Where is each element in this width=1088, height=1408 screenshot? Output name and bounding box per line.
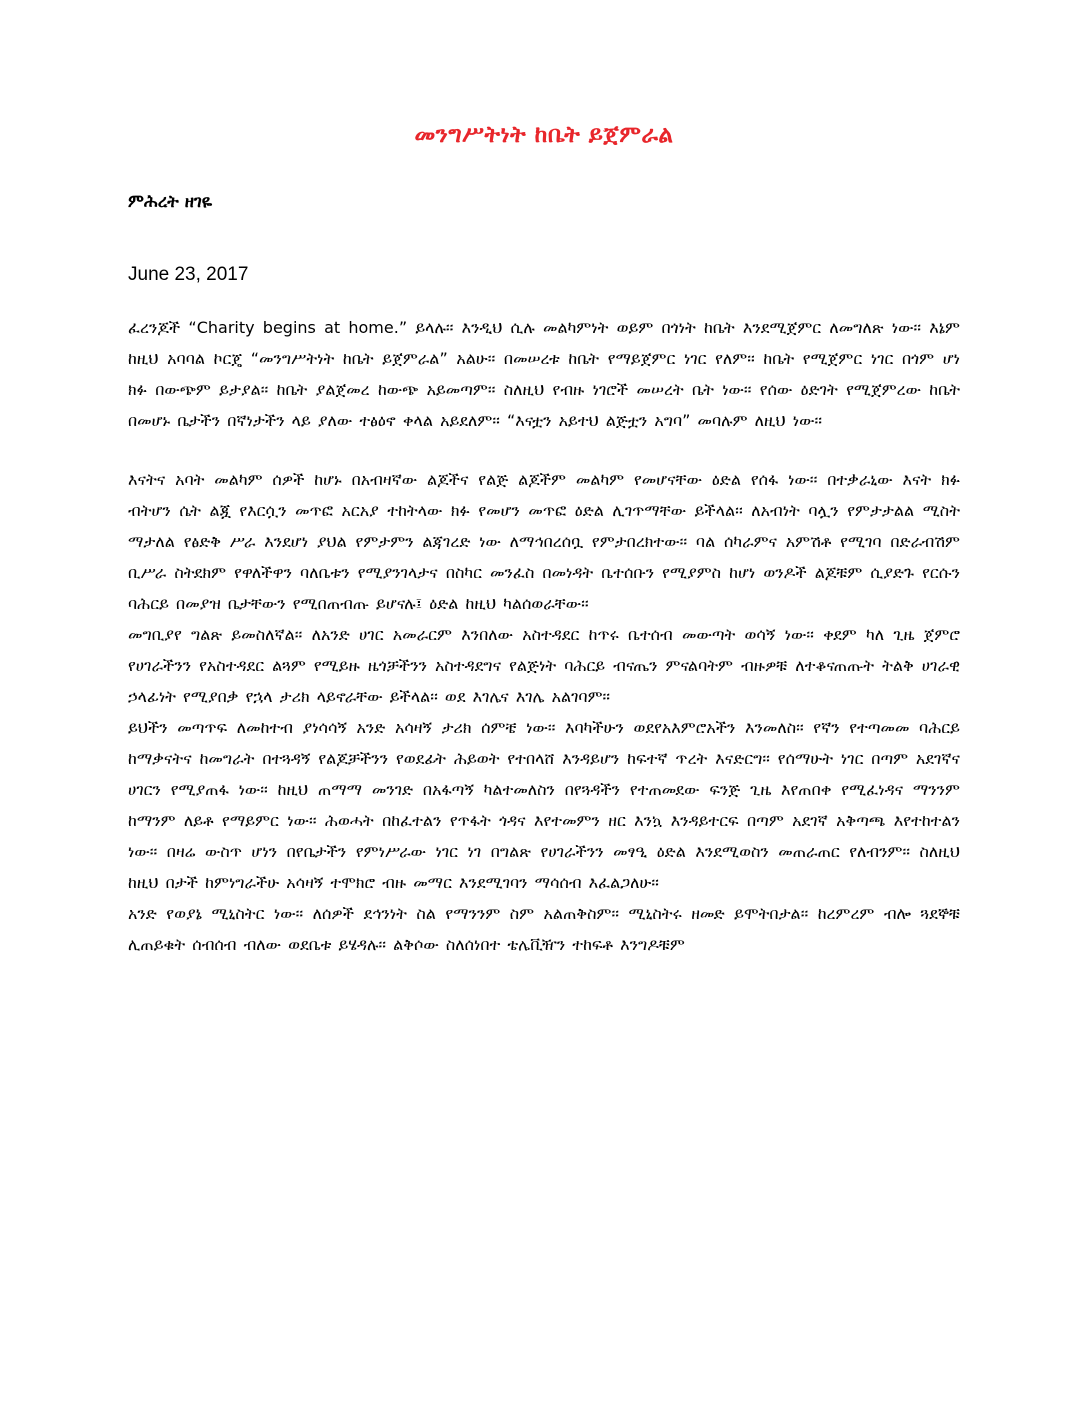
paragraph-1: ፈረንጆች “Charity begins at home.” ይላሉ፡፡ እንዲህ ሲሉ መልካምነት ወይም በጎነት ከቤት እንደሚጀምር ለመግለጽ ነው፡፡ እኔም ከዚህ አባባል ኮርጄ “መንግሥትነት ከቤት ይጀምራል” አልሁ፡፡ በመሠረቱ ከቤት የማይጀምር ነገር የለም፡፡ ከቤት የሚጀምር ነገር በጎም ሆነ ክፉ በውጭም ይታያል፡፡ ከቤት ያልጀመረ ከውጭ አይመጣም፡፡ ስለዚህ የብዙ ነገሮች መሠረት ቤት ነው፡፡ የሰው ዕድገት የሚጀምረው ከቤት በመሆኑ ቤታችን በኛነታችን ላይ ያለው ተፅዕኖ ቀላል አይደለም፡፡ “እናቷን አይተህ ልጅቷን አግባ” መባሉም ለዚህ ነው፡፡	[128, 318, 960, 430]
paragraph-5: አንድ የወያኔ ሚኒስትር ነው፡፡ ለሰዎች ደኅንነት ስል የማንንም ስም አልጠቅስም፡፡ ሚኒስትሩ ዘመድ ይሞትበታል፡፡ ከረምረም ብሎ ጓደኞቹ ሊጠይቁት ሰብሰብ ብለው ወደቤቱ ይሄዳሉ፡፡ ልቅሶው ስለሰነበተ ቴሌቪዥን ተከፍቶ እንግዶቹም	[128, 904, 960, 954]
paragraph-2: እናትና አባት መልካም ሰዎች ከሆኑ በአብዛኛው ልጆችና የልጅ ልጆችም መልካም የመሆናቸው ዕድል የሰፋ ነው፡፡ በተቃራኒው እናት ክፉ ብትሆን ሴት ልጇ የእርሷን መጥፎ አርአያ ተከትላው ክፉ የመሆን መጥፎ ዕድል ሊገጥማቸው ይችላል፡፡ ለአብነት ባሏን የምታታልል ሚስት ማታለል የፅድቅ ሥራ እንደሆነ ያህል የምታምን ልጃገረድ ነው ለማኅበረሰቧ የምታበረክተው፡፡ ባል ሰካራምና አምሽቶ የሚገባ በድራብሽም ቢሥራ ስትደክም የዋለችዋን ባለቤቱን የሚያንገላታና በስካር መንፈስ በመነዳት ቤተሰቡን የሚያምስ ከሆነ ወንዶች ልጆቹም ሲያድጉ የርሱን ባሕርይ በመያዝ ቤታቸውን የሚበጠብጡ ይሆናሉ፤ ዕድል ከዚህ ካልሰወራቸው፡፡	[128, 470, 960, 613]
article-body	[128, 312, 960, 960]
author-name: ምሕረት ዘገዬ	[128, 192, 213, 212]
document-title: መንግሥትነት ከቤት ይጀምራል	[414, 122, 674, 148]
publish-date: June 23, 2017	[128, 264, 249, 285]
paragraph-3: መግቢያየ ግልጽ ይመስለኛል፡፡ ለአንድ ሀገር አመራርም እንበለው አስተዳደር ከጥሩ ቤተሰብ መውጣት ወሳኝ ነው፡፡ ቀደም ካለ ጊዜ ጀምሮ የሀገራችንን የአስተዳደር ልጓም የሚይዙ ዜጎቻችንን አስተዳደግና የልጅነት ባሕርይ ብናጤን ምናልባትም ብዙዎቹ ለተቆናጠጡት ትልቅ ሀገራዊ ኃላፊነት የሚያበቃ የኋላ ታሪክ ላይኖራቸው ይችላል፡፡ ወደ እገሌና እገሌ አልገባም፡፡	[128, 625, 960, 706]
paragraph-4: ይህችን መጣጥፍ ለመከተብ ያነሳሳኝ አንድ አሳዛኝ ታሪክ ሰምቼ ነው፡፡ እባካችሁን ወደየአእምሮአችን እንመለስ፡፡ የኛን የተጣመመ ባሕርይ ከማቃናትና ከመግራት በተጓዳኝ የልጆቻችንን የወደፊት ሕይወት የተበላሸ እንዳይሆን ከፍተኛ ጥረት እናድርግ፡፡ የሰማሁት ነገር በጣም አደገኛና ሀገርን የሚያጠፋ ነው፡፡ ከዚህ ጠማማ መንገድ በአፋጣኝ ካልተመለስን በየጓዳችን የተጠመደው ፍንጅ ጊዜ እየጠበቀ የሚፈነዳና ማንንም ከማንም ለይቶ የማይምር ነው፡፡ ሕወሓት በከፈተልን የጥፋት ጎዳና እየተመምን ዘር እንኳ እንዳይተርፍ በጣም አደገኛ አቅጣጫ እየተከተልን ነው፡፡ በዛሬ ውስጥ ሆነን በየቤታችን የምነሥራው ነገር ነገ በግልጽ የሀገራችንን መፃዒ ዕድል እንደሚወስን መጠራጠር የለብንም፡፡ ስለዚህ ከዚህ በታች ከምነግራችሁ አሳዛኝ ተሞክሮ ብዙ መማር እንደሚገባን ማሳሰብ እፈልጋለሁ፡፡	[128, 718, 960, 892]
